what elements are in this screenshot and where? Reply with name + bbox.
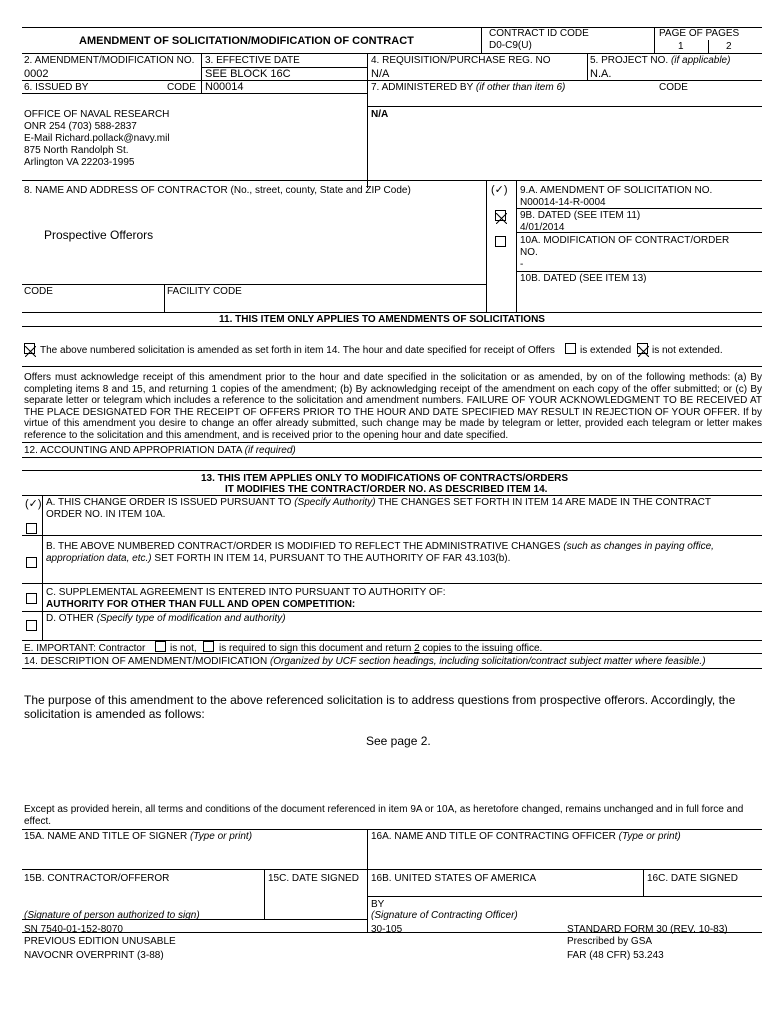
contractor-offeror-label: 15B. CONTRACTOR/OFFEROR	[24, 873, 170, 884]
project-no-label-text: 5. PROJECT NO.	[590, 55, 669, 66]
contractor-is-not-checkbox[interactable]	[155, 641, 166, 652]
item-13b-text	[46, 541, 714, 553]
item-11-checkbox[interactable]	[24, 343, 35, 354]
issued-by-code-label: CODE	[167, 82, 196, 93]
item-10b-label: 10B. DATED (SEE ITEM 13)	[520, 273, 647, 284]
item-9a-label: 9.A. AMENDMENT OF SOLICITATION NO.	[520, 185, 713, 196]
item-13d-text-1: D. OTHER	[46, 613, 97, 624]
important-is-not: is not,	[170, 643, 197, 654]
item-12-note: (if required)	[244, 445, 296, 456]
item-13a-checkbox[interactable]	[26, 523, 37, 534]
facility-code-label: FACILITY CODE	[167, 286, 242, 297]
is-extended-checkbox[interactable]	[565, 343, 576, 354]
is-not-extended-label: is not extended.	[652, 345, 723, 356]
footer-standard-form: STANDARD FORM 30 (REV. 10-83)	[567, 924, 728, 935]
requisition-no-value[interactable]: N/A	[371, 68, 390, 80]
description-line: solicitation is amended as follows:	[24, 707, 205, 721]
important-copies: 2	[414, 643, 420, 654]
project-no-value[interactable]: N.A.	[590, 68, 612, 80]
except-clause: Except as provided herein, all terms and conditions of the document referenced in item 9A or 10A, as heretofore changed, remains unchanged and in full force and	[24, 804, 744, 815]
effective-date-label: 3. EFFECTIVE DATE	[205, 55, 300, 66]
issuer-line: 875 North Randolph St.	[24, 145, 129, 156]
important-is-required: is required to sign this document and return	[219, 643, 415, 654]
item-10a-value[interactable]: -	[520, 259, 524, 270]
item-13d-text	[46, 613, 286, 625]
issuer-line: ONR 254 (703) 588-2837	[24, 121, 137, 132]
contracting-officer-name-label	[371, 831, 681, 843]
amendment-no-value[interactable]: 0002	[24, 68, 49, 80]
item-10a-checkbox[interactable]	[495, 236, 506, 247]
item-13a-text	[46, 497, 711, 509]
item-11-statement: The above numbered solicitation is amended as set forth in item 14. The hour and date specified for receipt of Offers	[40, 345, 555, 356]
contractor-name[interactable]: Prospective Offerors	[44, 228, 154, 242]
administered-by-label-text: 7. ADMINISTERED BY	[371, 82, 474, 93]
footer-form-code: 30-105	[371, 924, 403, 935]
issuer-line: E-Mail Richard.pollack@navy.mil	[24, 133, 170, 144]
signature-person-caption: (Signature of person authorized to sign)	[24, 910, 200, 921]
administered-by-label	[371, 82, 565, 94]
item-13-heading: 13. THIS ITEM APPLIES ONLY TO MODIFICATIONS OF CONTRACTS/ORDERS	[201, 473, 569, 484]
is-extended-label: is extended	[580, 345, 632, 356]
item-13d-checkbox[interactable]	[26, 620, 37, 631]
item-13a-authority: (Specify Authority)	[294, 497, 376, 508]
item-13d-note: (Specify type of modification and authority)	[96, 613, 286, 624]
issued-by-code-value[interactable]: N00014	[205, 81, 244, 93]
x-mark-icon	[496, 213, 507, 224]
item-13b-text-2: SET FORTH IN ITEM 14, PURSUANT TO THE AUTHORITY OF FAR 43.103(b).	[151, 553, 511, 564]
by-label: BY	[371, 899, 385, 910]
footer-far-reference: FAR (48 CFR) 53.243	[567, 950, 664, 961]
contract-id-value: D0-C9(U)	[489, 40, 532, 51]
important-prefix: E. IMPORTANT: Contractor	[24, 643, 146, 654]
item-14-label	[24, 656, 706, 668]
total-pages: 2	[726, 41, 732, 52]
footer-stock-number: SN 7540-01-152-8070	[24, 924, 123, 935]
item-13c-text: C. SUPPLEMENTAL AGREEMENT IS ENTERED INTO PURSUANT TO AUTHORITY OF:	[46, 587, 446, 598]
item-13-check-column-header: (✓)	[25, 498, 42, 510]
contractor-is-required-checkbox[interactable]	[203, 641, 214, 652]
item-13b-text-1: B. THE ABOVE NUMBERED CONTRACT/ORDER IS MODIFIED TO REFLECT THE ADMINISTRATIVE CHANGES	[46, 541, 564, 552]
amendment-no-label: 2. AMENDMENT/MODIFICATION NO.	[24, 55, 195, 66]
item-13c-checkbox[interactable]	[26, 593, 37, 604]
administered-by-value[interactable]: N/A	[371, 109, 389, 120]
page-number: 1	[678, 41, 684, 52]
signer-name-note: (Type or print)	[189, 831, 253, 842]
item-13b-note: (such as changes in paying office,	[563, 541, 714, 552]
is-not-extended-checkbox[interactable]	[637, 343, 648, 354]
issuer-line: Arlington VA 22203-1995	[24, 157, 135, 168]
item-12-label-text: 12. ACCOUNTING AND APPROPRIATION DATA	[24, 445, 242, 456]
issued-by-label: 6. ISSUED BY	[24, 82, 89, 93]
item-9b-label: 9B. DATED (SEE ITEM 11)	[520, 210, 641, 221]
item-10a-label: 10A. MODIFICATION OF CONTRACT/ORDER	[520, 235, 730, 246]
requisition-no-label: 4. REQUISITION/PURCHASE REG. NO	[371, 55, 551, 66]
item-14-label-text: 14. DESCRIPTION OF AMENDMENT/MODIFICATION	[24, 656, 270, 667]
contractor-name-address-label: 8. NAME AND ADDRESS OF CONTRACTOR (No., street, county, State and ZIP Code)	[24, 185, 411, 196]
acknowledgment-paragraph: Offers must acknowledge receipt of this amendment prior to the hour and date specified in the solicitation or as amended, by on of the following methods: (a) By completing items 8 and 15, and returning 1 copies of the amendment; (b) By acknowledging receipt of the amendment on each copy of the offer submitted; or (c) By separate letter or telegram which includes a reference to the solicitation and amendment numbers. FAILURE OF YOUR ACKNOWLEDGMENT TO BE RECEIVED AT THE PLACE DESIGNATED FOR THE RECEIPT OF OFFERS PRIOR TO THE HOUR AND DATE SPECIFIED MAY RESULT IN REJECTION OF YOUR OFFER. If by virtue of this amendment you desire to change an offer already submitted, such change may be made by telegram or letter, provided each telegram or letter makes reference to the solicitation and this amendment, and is received prior to the opening hour and date specified.	[24, 372, 762, 441]
item-9a-value[interactable]: N00014-14-R-0004	[520, 197, 606, 208]
item-13-subheading: IT MODIFIES THE CONTRACT/ORDER NO. AS DESCRIBED ITEM 14.	[225, 484, 548, 495]
project-no-note: (if applicable)	[670, 55, 731, 66]
administered-by-note: (if other than item 6)	[475, 82, 566, 93]
item-14-note: (Organized by UCF section headings, including solicitation/contract subject matter where feasible.)	[269, 656, 706, 667]
footer-overprint: NAVOCNR OVERPRINT (3-88)	[24, 950, 164, 961]
item-13a-text-2: THE CHANGES SET FORTH IN ITEM 14 ARE MADE IN THE CONTRACT	[375, 497, 711, 508]
signer-name-label	[24, 831, 252, 843]
see-page-note: See page 2.	[366, 734, 431, 748]
item-12-label	[24, 445, 296, 457]
officer-date-signed-label: 16C. DATE SIGNED	[647, 873, 738, 884]
item-13b-note-cont: appropriation data, etc.)	[46, 553, 152, 564]
item-13b-text-cont	[46, 553, 510, 565]
footer-prescribed-by: Prescribed by GSA	[567, 936, 653, 947]
x-mark-icon	[25, 346, 36, 357]
description-line: The purpose of this amendment to the above referenced solicitation is to address questions from prospective offerors. Accordingly, the	[24, 693, 736, 707]
x-mark-icon	[638, 346, 649, 357]
effective-date-value[interactable]: SEE BLOCK 16C	[205, 68, 291, 80]
item-9b-checkbox[interactable]	[495, 210, 506, 221]
important-suffix: copies to the issuing office.	[419, 643, 543, 654]
footer-previous-edition: PREVIOUS EDITION UNUSABLE	[24, 936, 176, 947]
contracting-officer-note: (Type or print)	[618, 831, 681, 842]
item-13c-authority: AUTHORITY FOR OTHER THAN FULL AND OPEN COMPETITION:	[46, 599, 356, 610]
item-13a-text-1: A. THIS CHANGE ORDER IS ISSUED PURSUANT TO	[46, 497, 295, 508]
item-13a-text-cont: ORDER NO. IN ITEM 10A.	[46, 509, 166, 520]
important-text	[219, 643, 542, 655]
item-9b-value[interactable]: 4/01/2014	[520, 222, 565, 233]
except-clause-cont: effect.	[24, 816, 52, 827]
item-13b-checkbox[interactable]	[26, 557, 37, 568]
item-10a-label-cont: NO.	[520, 247, 538, 258]
signature-officer-caption: (Signature of Contracting Officer)	[371, 910, 518, 921]
page-of-pages-label: PAGE OF PAGES	[659, 28, 740, 39]
contracting-officer-label-text: 16A. NAME AND TITLE OF CONTRACTING OFFICER	[371, 831, 619, 842]
item-11-heading: 11. THIS ITEM ONLY APPLIES TO AMENDMENTS OF SOLICITATIONS	[219, 314, 545, 325]
issuer-line: OFFICE OF NAVAL RESEARCH	[24, 109, 170, 120]
check-column-header: (✓)	[491, 184, 508, 196]
administered-code-label: CODE	[659, 82, 688, 93]
form-title: AMENDMENT OF SOLICITATION/MODIFICATION OF CONTRACT	[79, 35, 414, 47]
contractor-date-signed-label: 15C. DATE SIGNED	[268, 873, 359, 884]
signer-name-label-text: 15A. NAME AND TITLE OF SIGNER	[24, 831, 190, 842]
contract-id-label: CONTRACT ID CODE	[489, 28, 589, 39]
project-no-label	[590, 55, 730, 67]
united-states-label: 16B. UNITED STATES OF AMERICA	[371, 873, 537, 884]
contractor-code-label: CODE	[24, 286, 53, 297]
